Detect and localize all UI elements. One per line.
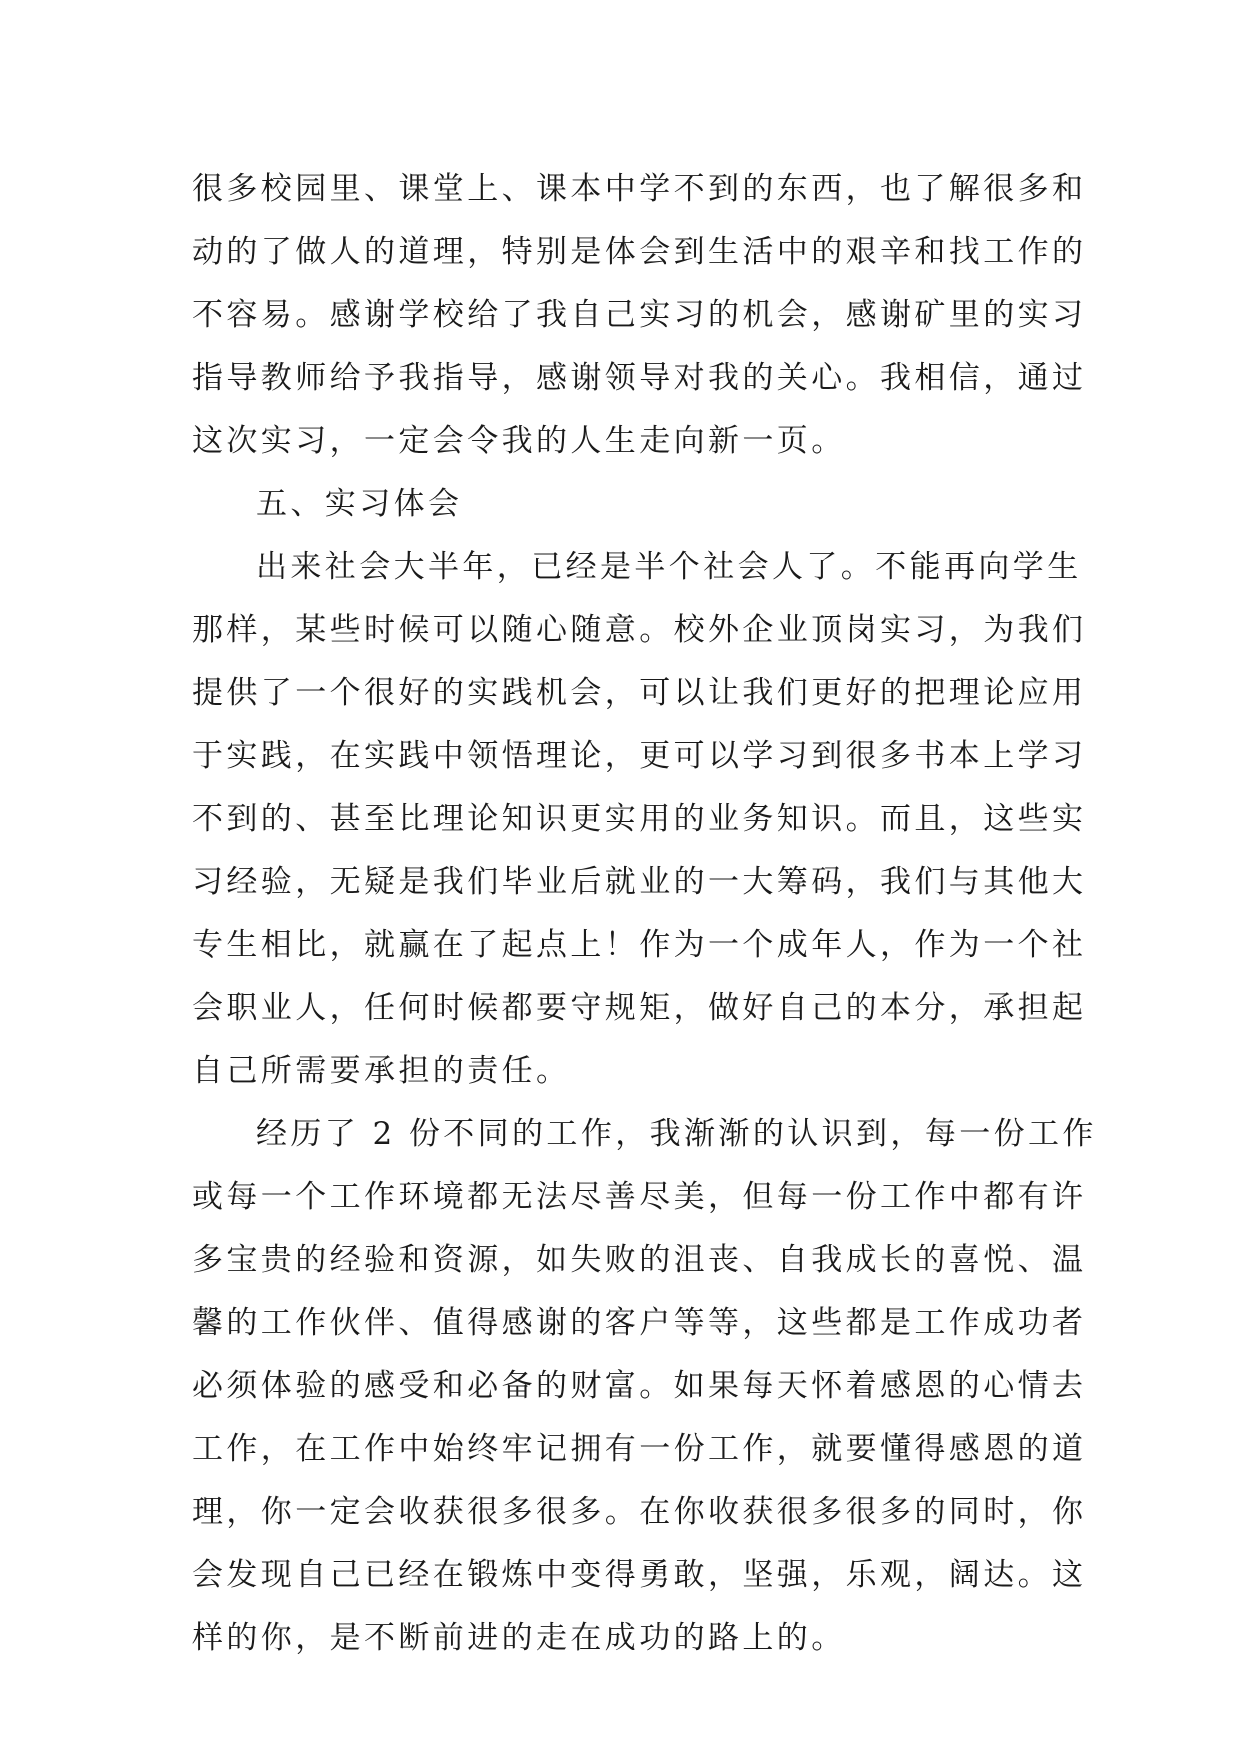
text-line: 多宝贵的经验和资源，如失败的沮丧、自我成长的喜悦、温 [192,1242,1087,1278]
text-line: 不容易。感谢学校给了我自己实习的机会，感谢矿里的实习 [192,297,1087,333]
paragraph-first-line: 经历了 2 份不同的工作，我渐渐的认识到，每一份工作 [256,1116,1097,1152]
text-line: 理，你一定会收获很多很多。在你收获很多很多的同时，你 [192,1494,1087,1530]
text-line: 馨的工作伙伴、值得感谢的客户等等，这些都是工作成功者 [192,1305,1087,1341]
text-line: 或每一个工作环境都无法尽善尽美，但每一份工作中都有许 [192,1179,1087,1215]
section-heading: 五、实习体会 [256,486,463,522]
text-line: 专生相比，就赢在了起点上！作为一个成年人，作为一个社 [192,927,1087,963]
text-line: 这次实习，一定会令我的人生走向新一页。 [192,423,846,459]
text-line: 工作，在工作中始终牢记拥有一份工作，就要懂得感恩的道 [192,1431,1087,1467]
text-line: 动的了做人的道理，特别是体会到生活中的艰辛和找工作的 [192,234,1087,270]
text-line: 指导教师给予我指导，感谢领导对我的关心。我相信，通过 [192,360,1087,396]
text-line: 提供了一个很好的实践机会，可以让我们更好的把理论应用 [192,675,1087,711]
text-line: 很多校园里、课堂上、课本中学不到的东西，也了解很多和 [192,171,1087,207]
text-line: 会职业人，任何时候都要守规矩，做好自己的本分，承担起 [192,990,1087,1026]
text-line: 于实践，在实践中领悟理论，更可以学习到很多书本上学习 [192,738,1087,774]
text-line: 自己所需要承担的责任。 [192,1053,571,1089]
text-line: 不到的、甚至比理论知识更实用的业务知识。而且，这些实 [192,801,1087,837]
paragraph-first-line: 出来社会大半年，已经是半个社会人了。不能再向学生 [256,549,1082,585]
text-line: 样的你，是不断前进的走在成功的路上的。 [192,1620,846,1656]
text-line: 习经验，无疑是我们毕业后就业的一大筹码，我们与其他大 [192,864,1087,900]
text-line: 那样，某些时候可以随心随意。校外企业顶岗实习，为我们 [192,612,1087,648]
document-body [192,158,1097,1670]
text-line: 会发现自己已经在锻炼中变得勇敢，坚强，乐观，阔达。这 [192,1557,1087,1593]
text-line: 必须体验的感受和必备的财富。如果每天怀着感恩的心情去 [192,1368,1087,1404]
